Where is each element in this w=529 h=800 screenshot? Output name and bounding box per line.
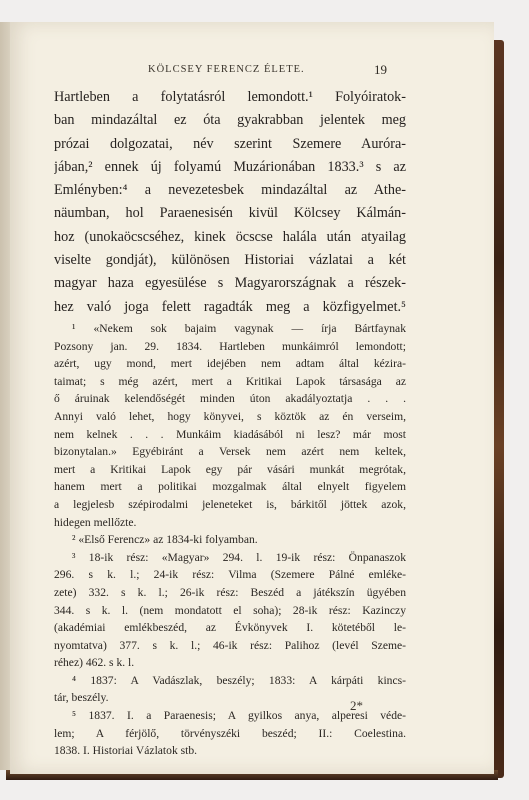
- footnote-line: ő áruinak kelendőségét minden úton akadályoztatja . . .: [54, 392, 406, 406]
- main-line: hez való joga felett ragadták meg a közfigyelmet.⁵: [54, 298, 406, 315]
- running-head: [10, 62, 494, 78]
- footnotes: [54, 320, 406, 760]
- footnote-line: (akadémiai emlékbeszéd, az Évkönyvek I. kötetéből le-: [54, 621, 406, 635]
- main-paragraph: [54, 86, 406, 319]
- footnote-line: 1838. I. Historiai Vázlatok stb.: [54, 744, 198, 758]
- main-line: jában,² ennek új folyamú Muzárionában 1833.³ s az: [54, 158, 406, 175]
- main-line: ban mindazáltal ez óta gyakrabban jelentek meg: [54, 112, 406, 129]
- footnote-line: lem; A férjölő, törvényszéki beszéd; II.: Coelestina.: [54, 726, 406, 740]
- footnote-line: 344. s k. l. (nem mondatott el soha); 28-ik rész: Kazinczy: [54, 603, 406, 617]
- main-line: prózai dolgozatai, név szerint Szemere Auróra-: [54, 135, 406, 152]
- main-line: viselte gondját), különösen Historiai vázlatai a két: [54, 252, 406, 269]
- main-line: Hartleben a folytatásról lemondott.¹ Folyóiratok-: [54, 89, 406, 105]
- footnote-line: ¹ «Nekem sok bajaim vagynak — írja Bártfaynak: [72, 322, 406, 335]
- footnote-line: azért, ugy mond, mert idejében nem adtam által kézira-: [54, 357, 406, 371]
- book-page: [10, 22, 494, 774]
- footnote-line: nem kelnek . . . Munkáim kiadásából ni lesz? már most: [54, 427, 406, 441]
- footnote-line: ⁵ 1837. I. a Paraenesis; A gyilkos anya, alperesi véde-: [72, 709, 406, 723]
- main-line: magyar haza egyesülése s Magyarországnak a részek-: [54, 275, 406, 292]
- main-line: näumban, hol Paraenesisén kivül Kölcsey Kálmán-: [54, 205, 406, 222]
- footnote-line: ⁴ 1837: A Vadászlak, beszély; 1833: A kárpáti kincs-: [72, 673, 406, 687]
- footnote-line: a legjelesb szépirodalmi jeleneteket is, bárkitől jöttek azok,: [54, 497, 406, 511]
- main-line: hoz (unokaöcscséhez, kinek öcscse halála után atyailag: [54, 228, 406, 245]
- footnote-line: réhez) 462. s k. l.: [54, 656, 135, 670]
- signature-mark: 2*: [350, 698, 363, 713]
- footnote-line: zete) 332. s k. l.; 26-ik rész: Beszéd a játékszín ügyében: [54, 585, 406, 599]
- footnote-line: mert a Kritikai Lapok egy pár vásári munkát megrótak,: [54, 462, 406, 476]
- footnote-line: ² «Első Ferencz» az 1834-ki folyamban.: [72, 533, 258, 547]
- main-line: Emlényben:⁴ a nevezetesbek mindazáltal az Athe-: [54, 182, 406, 199]
- footnote-line: taimat; s még azért, mert a Kritikai Lapok társasága az: [54, 374, 406, 388]
- footnote-line: Annyi való lehet, hogy könyvei, s köztök az én verseim,: [54, 409, 406, 423]
- footnote-line: 296. s k. l.; 24-ik rész: Vilma (Szemere Pálné emléke-: [54, 568, 406, 582]
- running-title: KÖLCSEY FERENCZ ÉLETE.: [148, 64, 305, 75]
- footnote-line: tár, beszély.: [54, 691, 109, 705]
- footnote-line: hidegen mellőzte.: [54, 515, 137, 529]
- footnote-line: bizonytalan.» Egyébiránt a Versek nem azért nem keltek,: [54, 445, 406, 459]
- footnote-line: ³ 18-ik rész: «Magyar» 294. l. 19-ik rész: Önpanaszok: [72, 550, 406, 564]
- footnote-line: nyomtatva) 377. s k. l.; 46-ik rész: Palihoz (levél Szeme-: [54, 638, 406, 652]
- footnote-line: hanem mert a politikai mozgalmak által elnyelt figyelem: [54, 480, 406, 494]
- page-number: 19: [374, 62, 387, 77]
- footnote-line: Pozsony jan. 29. 1834. Hartleben munkáimról lemondott;: [54, 339, 406, 353]
